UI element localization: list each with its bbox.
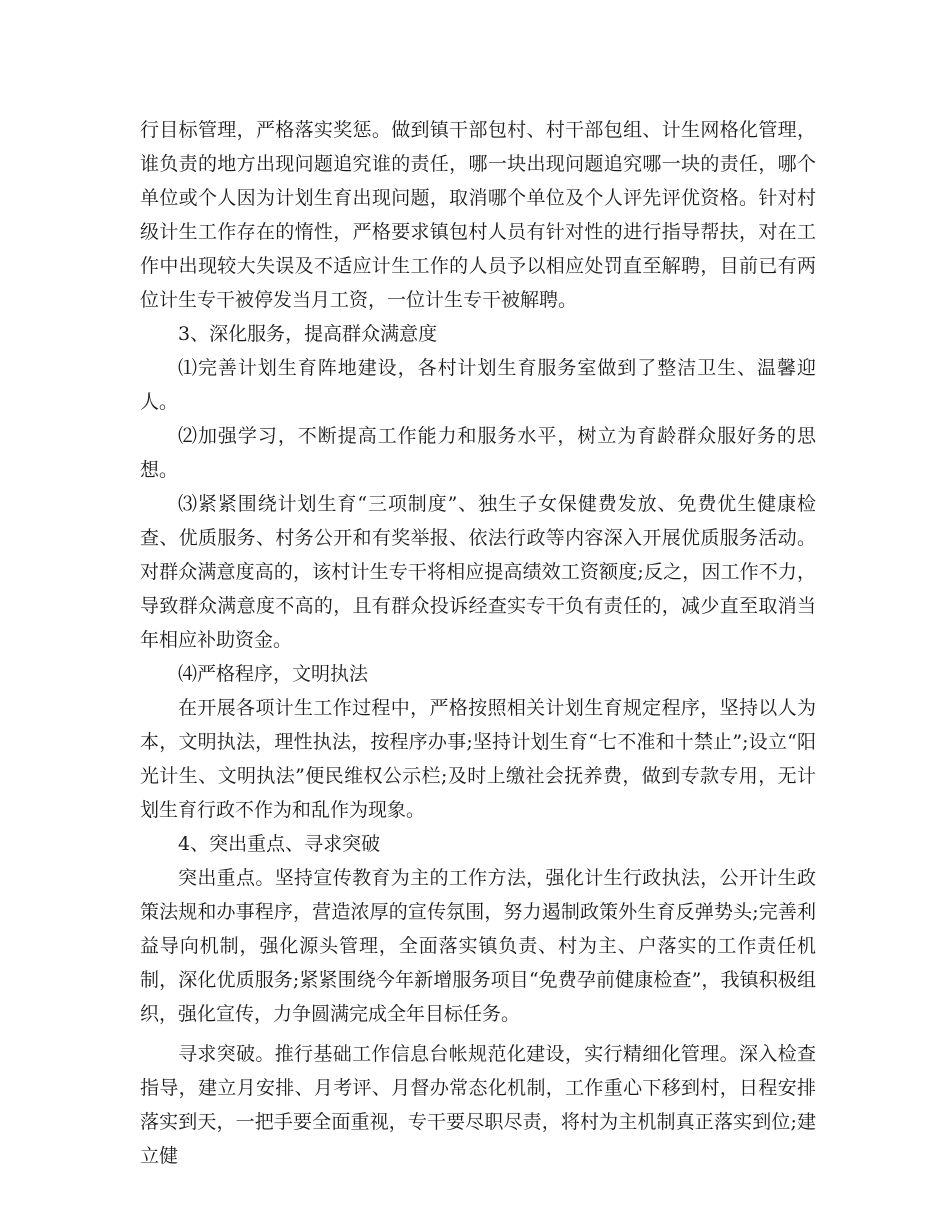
- body-paragraph: 行目标管理，严格落实奖惩。做到镇干部包村、村干部包组、计生网格化管理，谁负责的地方出现问题追究谁的责任，哪一块出现问题追究哪一块的责任，哪个单位或个人因为计划生育出现问题，取消哪个单位及个人评先评优资格。针对村级计生工作存在的惰性，严格要求镇包村人员有针对性的进行指导帮扶，对在工作中出现较大失误及不适应计生工作的人员予以相应处罚直至解聘，目前已有两位计生专干被停发当月工资，一位计生专干被解聘。: [140, 119, 816, 311]
- list-item: ⑶紧紧围绕计划生育“三项制度”、独生子女保健费发放、免费优生健康检查、优质服务、村务公开和有奖举报、依法行政等内容深入开展优质服务活动。对群众满意度高的，该村计生专干将相应提高绩效工资额度;反之，因工作不力，导致群众满意度不高的，且有群众投诉经查实专干负有责任的，减少直至取消当年相应补助资金。: [140, 493, 816, 651]
- section-heading: 4、突出重点、寻求突破: [178, 833, 381, 855]
- body-paragraph: 寻求突破。推行基础工作信息台帐规范化建设，实行精细化管理。深入检查指导，建立月安排、月考评、月督办常态化机制，工作重心下移到村，日程安排落实到天，一把手要全面重视，专干要尽职尽责，将村为主机制真正落实到位;建立健: [140, 1043, 816, 1167]
- subsection-heading: ⑷严格程序，文明执法: [178, 663, 369, 685]
- body-paragraph: 在开展各项计生工作过程中，严格按照相关计划生育规定程序，坚持以人为本，文明执法，理性执法，按程序办事;坚持计划生育“七不准和十禁止”;设立“阳光计生、文明执法”便民维权公示栏;及时上缴社会抚养费，做到专款专用，无计划生育行政不作为和乱作为现象。: [140, 697, 816, 821]
- section-heading: 3、深化服务，提高群众满意度: [178, 323, 438, 345]
- list-item: ⑴完善计划生育阵地建设，各村计划生育服务室做到了整洁卫生、温馨迎人。: [140, 357, 816, 413]
- list-item: ⑵加强学习，不断提高工作能力和服务水平，树立为育龄群众服好务的思想。: [140, 425, 816, 481]
- document-body: [140, 113, 816, 1173]
- body-paragraph: 突出重点。坚持宣传教育为主的工作方法，强化计生行政执法，公开计生政策法规和办事程序，营造浓厚的宣传氛围，努力遏制政策外生育反弹势头;完善利益导向机制，强化源头管理，全面落实镇负责、村为主、户落实的工作责任机制，深化优质服务;紧紧围绕今年新增服务项目“免费孕前健康检查”，我镇积极组织，强化宣传，力争圆满完成全年目标任务。: [140, 867, 816, 1025]
